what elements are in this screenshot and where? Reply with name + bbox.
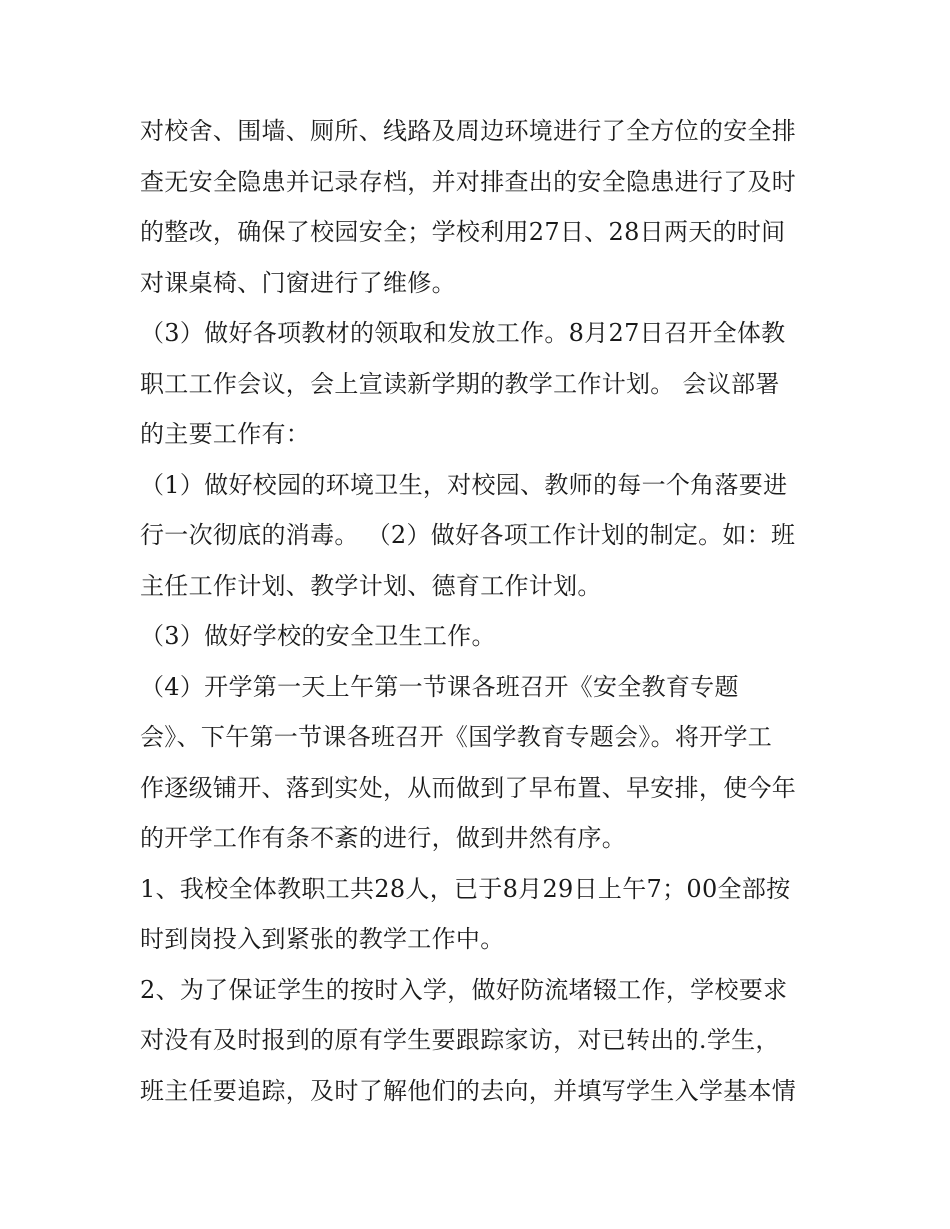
text-line: 对课桌椅、门窗进行了维修。 — [140, 268, 456, 297]
text-line: 主任工作计划、教学计划、德育工作计划。 — [140, 571, 602, 600]
text-line: 查无安全隐患并记录存档，并对排查出的安全隐患进行了及时 — [140, 167, 797, 196]
text-line: （4）开学第一天上午第一节课各班召开《安全教育专题 — [140, 672, 739, 701]
text-line: 的整改，确保了校园安全；学校利用27日、28日两天的时间 — [140, 218, 786, 246]
text-line: 对校舍、围墙、厕所、线路及周边环境进行了全方位的安全排 — [140, 117, 797, 145]
text-line: 班主任要追踪，及时了解他们的去向，并填写学生入学基本情 — [140, 1076, 797, 1105]
text-line: 会》、下午第一节课各班召开《国学教育专题会》。将开学工 — [140, 723, 773, 751]
text-line: 职工工作会议，会上宣读新学期的教学工作计划。 会议部署 — [140, 369, 780, 398]
text-line: 的主要工作有： — [140, 420, 311, 448]
text-line: （3）做好各项教材的领取和发放工作。8月27日召开全体教 — [140, 319, 786, 347]
text-line: 行一次彻底的消毒。 （2）做好各项工作计划的制定。如：班 — [140, 521, 796, 549]
text-line: 的开学工作有条不紊的进行，做到井然有序。 — [140, 824, 626, 852]
text-line: 1、我校全体教职工共28人，已于8月29日上午7；00全部按 — [140, 874, 791, 903]
text-line: 作逐级铺开、落到实处，从而做到了早布置、早安排，使今年 — [140, 773, 797, 802]
text-line: （1）做好校园的环境卫生，对校园、教师的每一个角落要进 — [140, 470, 788, 499]
text-line: （3）做好学校的安全卫生工作。 — [140, 622, 496, 650]
text-line: 2、为了保证学生的按时入学，做好防流堵辍工作，学校要求 — [140, 975, 788, 1004]
text-line: 对没有及时报到的原有学生要跟踪家访，对已转出的.学生， — [140, 1026, 780, 1054]
document-body — [140, 106, 820, 1116]
text-line: 时到岗投入到紧张的教学工作中。 — [140, 925, 505, 953]
